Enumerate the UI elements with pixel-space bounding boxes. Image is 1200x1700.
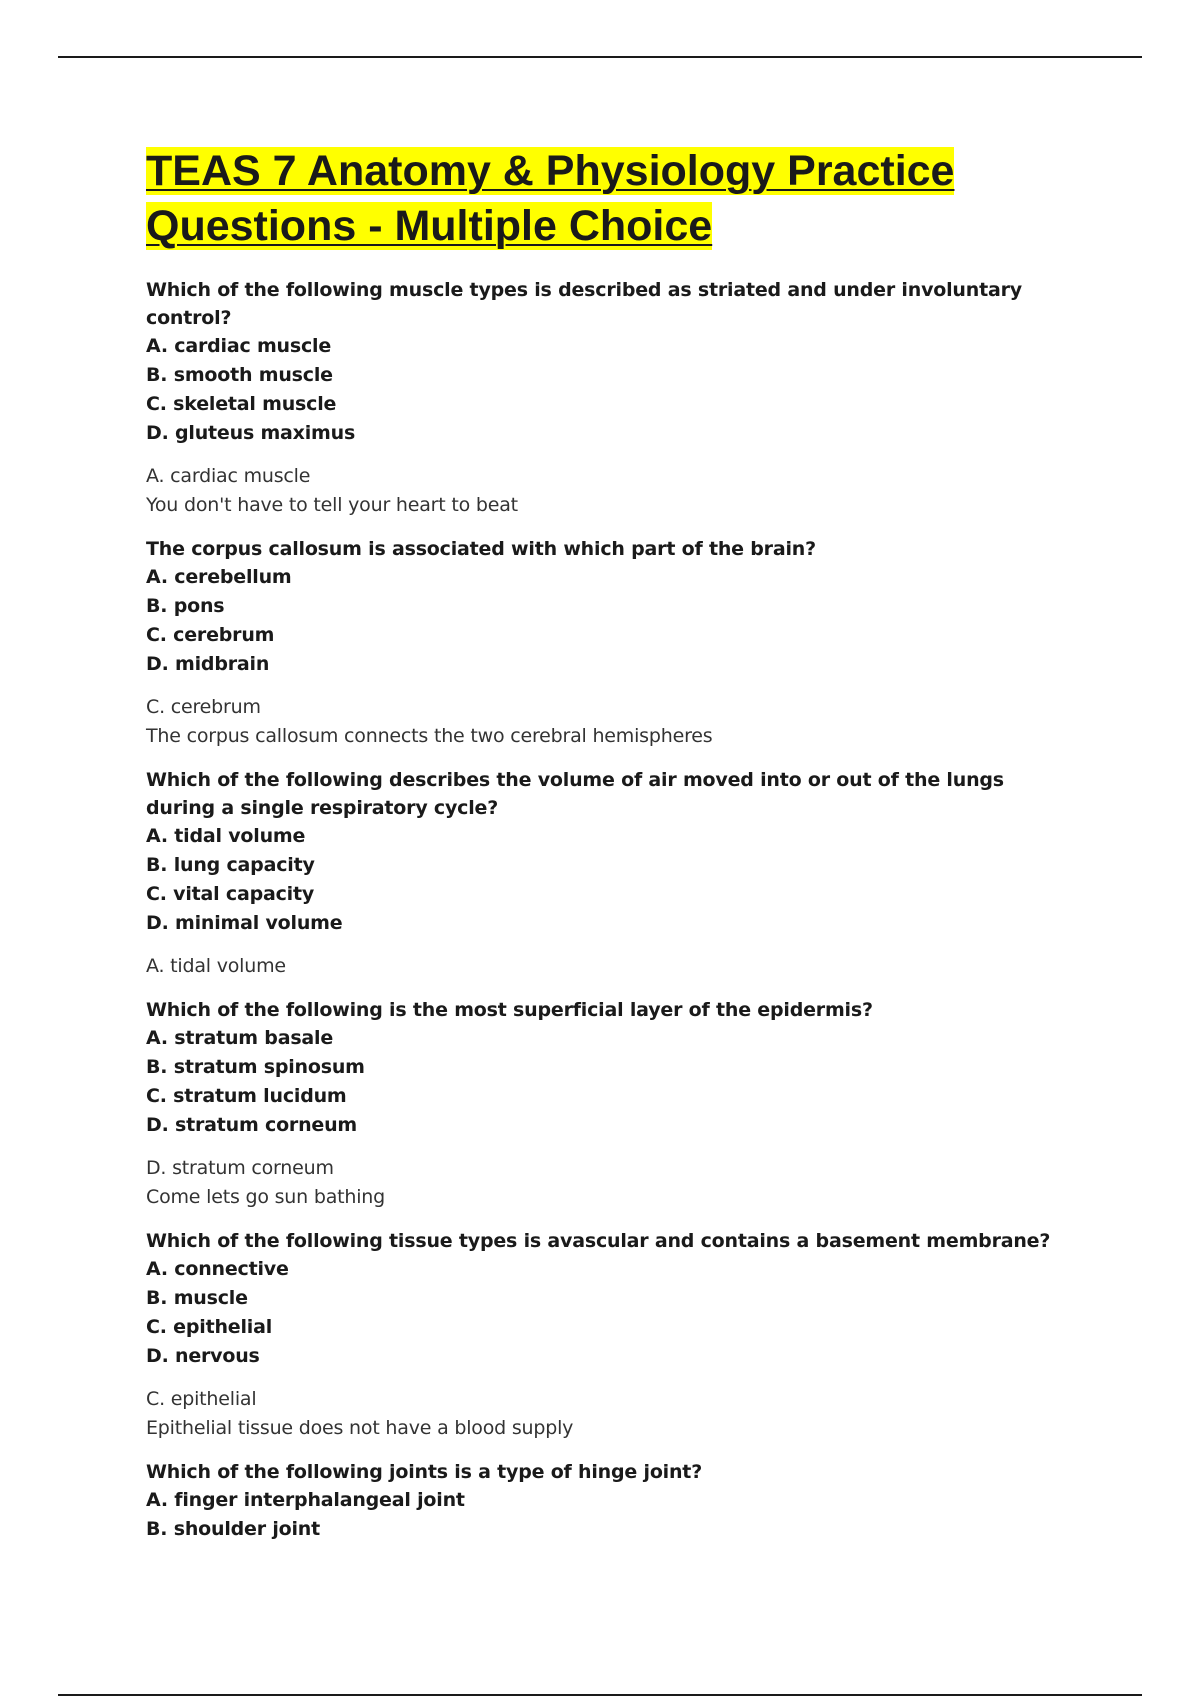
option-item: A. cerebellum [146, 566, 292, 588]
option-item: C. stratum lucidum [146, 1085, 347, 1107]
option-item: B. pons [146, 595, 225, 617]
option-item: B. smooth muscle [146, 364, 333, 386]
option-item: D. nervous [146, 1345, 260, 1367]
top-rule [58, 56, 1142, 58]
answer-text: C. cerebrum [146, 696, 261, 718]
document-title: TEAS 7 Anatomy & Physiology Practice Questions - Multiple Choice [146, 147, 955, 250]
option-item: C. epithelial [146, 1316, 273, 1338]
answer-block [146, 693, 1066, 751]
option-item: A. cardiac muscle [146, 335, 332, 357]
option-list [146, 563, 1066, 679]
answer-text: A. cardiac muscle [146, 465, 311, 487]
option-item: B. muscle [146, 1287, 248, 1309]
question-text: Which of the following is the most superficial layer of the epidermis? [146, 999, 873, 1021]
option-item: D. midbrain [146, 653, 270, 675]
option-item: B. stratum spinosum [146, 1056, 365, 1078]
question-block [146, 276, 1066, 520]
option-list [146, 1024, 1066, 1140]
option-item: B. shoulder joint [146, 1518, 321, 1540]
question-block [146, 996, 1066, 1212]
option-item: D. minimal volume [146, 912, 343, 934]
answer-block [146, 1385, 1066, 1443]
question-block [146, 1227, 1066, 1443]
answer-text: A. tidal volume [146, 955, 286, 977]
question-block [146, 535, 1066, 751]
option-list [146, 1255, 1066, 1371]
option-list [146, 332, 1066, 448]
question-text: The corpus callosum is associated with which part of the brain? [146, 538, 816, 560]
option-item: D. gluteus maximus [146, 422, 356, 444]
answer-explanation: The corpus callosum connects the two cerebral hemispheres [146, 725, 713, 747]
answer-explanation: Epithelial tissue does not have a blood supply [146, 1417, 574, 1439]
answer-explanation: You don't have to tell your heart to beat [146, 494, 518, 516]
answer-explanation: Come lets go sun bathing [146, 1186, 386, 1208]
answer-text: C. epithelial [146, 1388, 257, 1410]
question-block [146, 766, 1066, 981]
option-item: A. connective [146, 1258, 289, 1280]
option-item: A. stratum basale [146, 1027, 334, 1049]
bottom-rule [58, 1694, 1142, 1696]
option-item: B. lung capacity [146, 854, 315, 876]
answer-block [146, 1154, 1066, 1212]
question-text: Which of the following joints is a type of hinge joint? [146, 1461, 703, 1483]
option-item: A. tidal volume [146, 825, 306, 847]
question-block [146, 1458, 1066, 1544]
document-body [146, 144, 1066, 1544]
option-item: C. skeletal muscle [146, 393, 337, 415]
option-list [146, 1486, 1066, 1544]
option-item: C. cerebrum [146, 624, 275, 646]
answer-text: D. stratum corneum [146, 1157, 334, 1179]
question-text: Which of the following describes the volume of air moved into or out of the lungs during a single respiratory cycle? [146, 769, 1004, 819]
answer-block [146, 952, 1066, 981]
question-text: Which of the following tissue types is avascular and contains a basement membrane? [146, 1230, 1051, 1252]
answer-block [146, 462, 1066, 520]
option-list [146, 822, 1066, 938]
option-item: D. stratum corneum [146, 1114, 358, 1136]
option-item: A. finger interphalangeal joint [146, 1489, 465, 1511]
option-item: C. vital capacity [146, 883, 315, 905]
question-text: Which of the following muscle types is described as striated and under involuntary control? [146, 279, 1022, 329]
